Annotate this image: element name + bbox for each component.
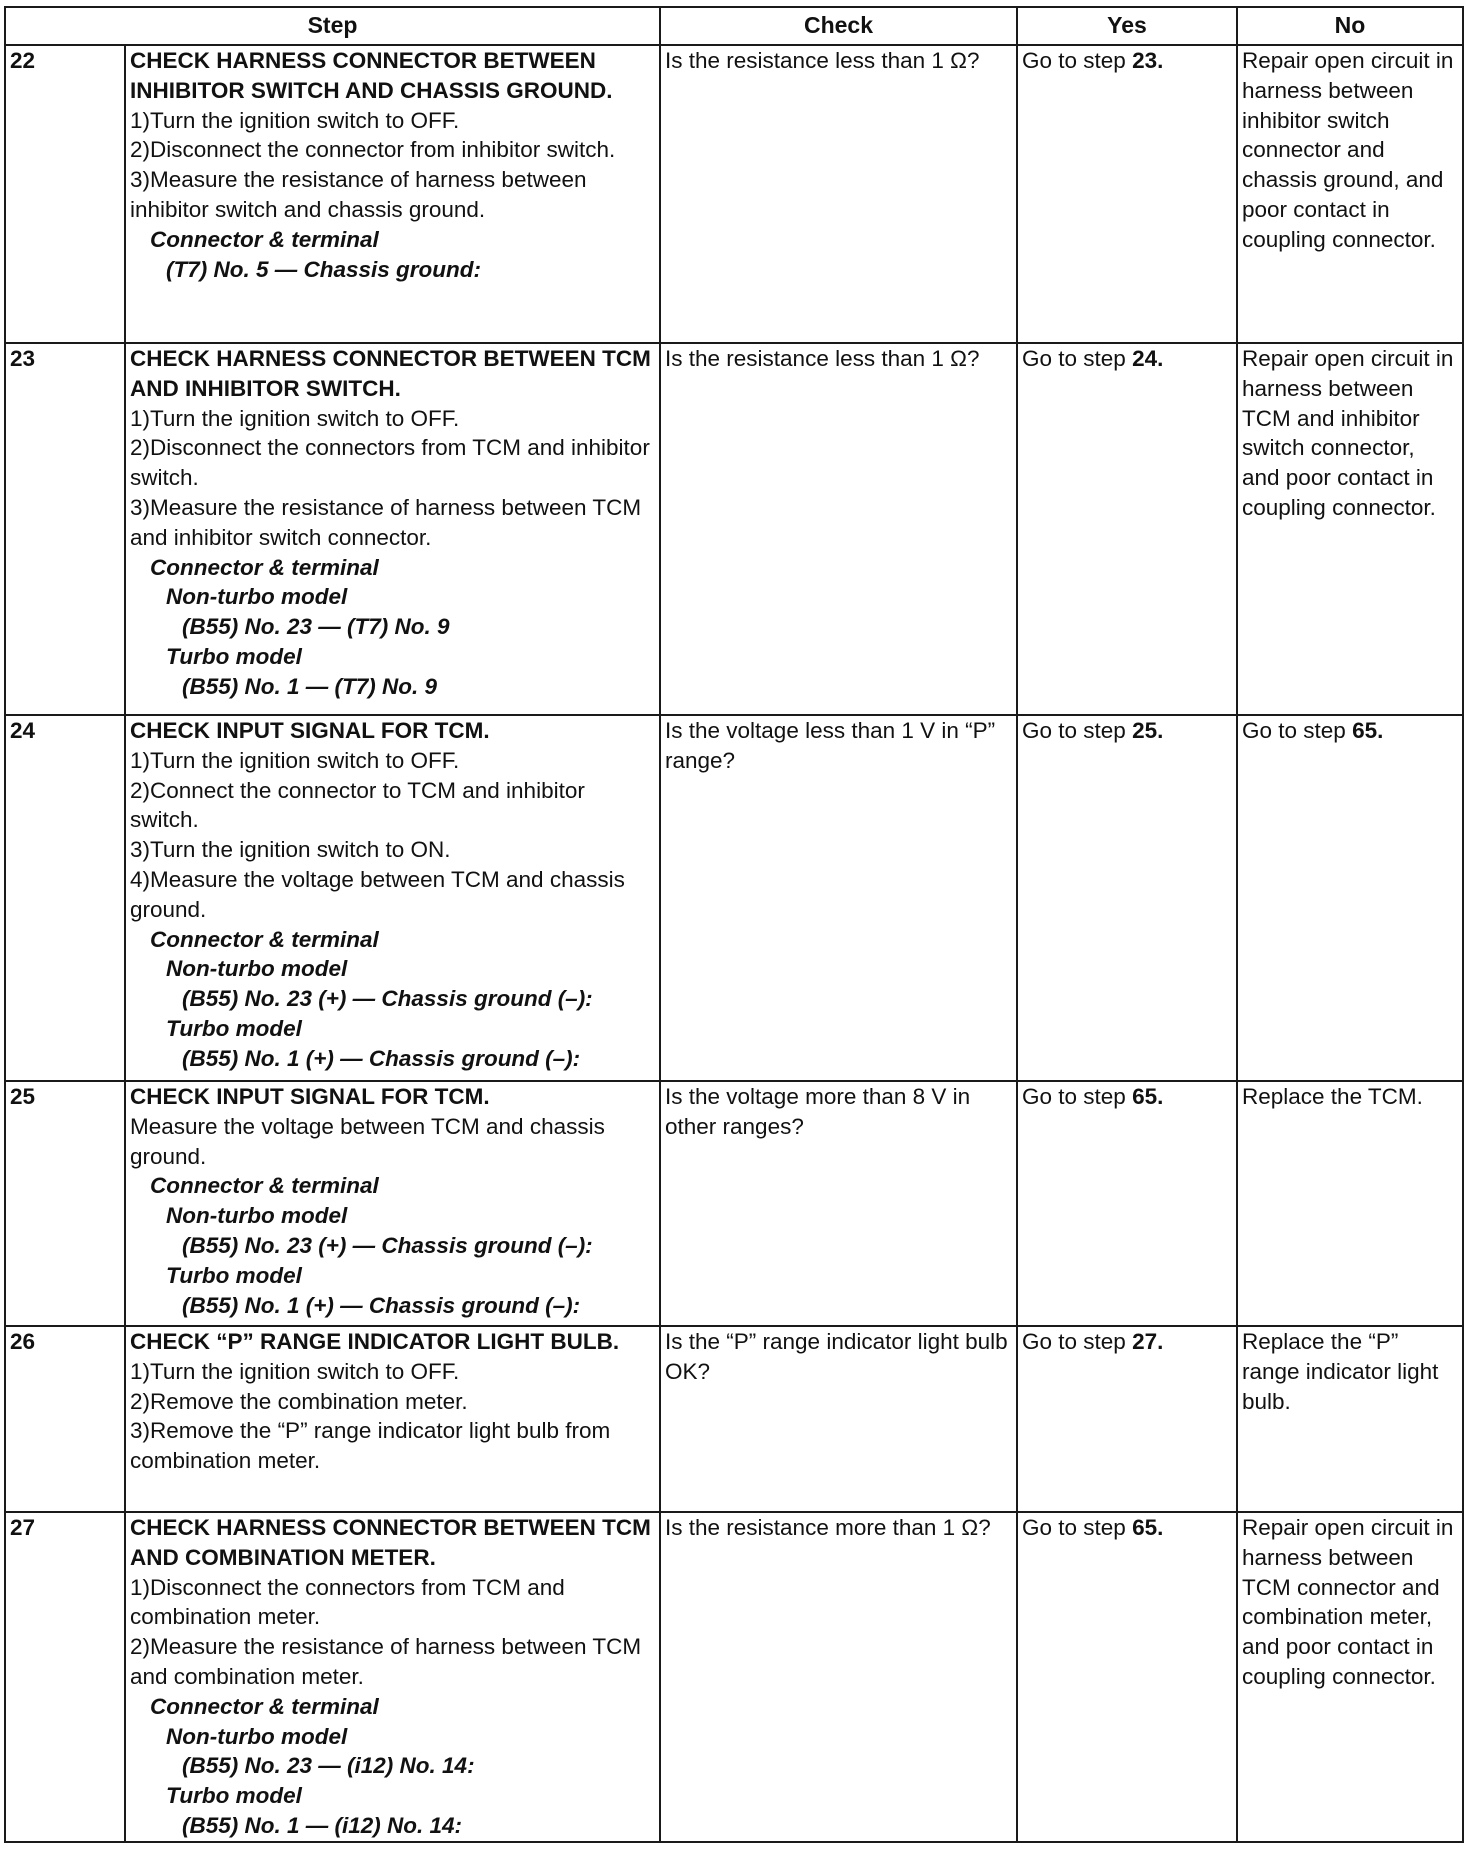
connector-terminal-label: Connector & terminal [150,554,379,580]
no-action: Replace the “P” range indicator light bulb. [1237,1326,1463,1512]
yes-prefix: Go to step [1022,718,1133,743]
step-number: 24 [5,715,125,1081]
yes-action [1017,1512,1237,1842]
step-line: 2)Measure the resistance of harness between TCM and combination meter. [130,1634,642,1689]
yes-prefix: Go to step [1022,48,1133,73]
header-step: Step [5,7,660,45]
connector-spec: (T7) No. 5 — Chassis ground: [166,256,482,282]
yes-prefix: Go to step [1022,1329,1133,1354]
step-title: CHECK “P” RANGE INDICATOR LIGHT BULB. [130,1329,620,1354]
step-description [125,715,660,1081]
yes-step: 65. [1132,1515,1164,1540]
header-no: No [1237,7,1463,45]
step-line: 2)Remove the combination meter. [130,1388,468,1414]
step-title: CHECK INPUT SIGNAL FOR TCM. [130,718,490,743]
no-action: Repair open circuit in harness between inhibitor switch connector and chassis ground, and poor contact in coupling connector. [1237,45,1463,343]
check-question: Is the “P” range indicator light bulb OK? [660,1326,1017,1512]
step-line: 3)Remove the “P” range indicator light bulb from combination meter. [130,1418,611,1474]
model-label: Turbo model [166,1783,302,1809]
step-line: 1)Turn the ignition switch to OFF. [130,405,460,431]
yes-action [1017,45,1237,343]
check-question: Is the resistance more than 1 Ω? [660,1512,1017,1842]
table-row [5,1512,1463,1842]
table-row [5,45,1463,343]
step-description [125,1326,660,1512]
check-question: Is the voltage more than 8 V in other ranges? [660,1081,1017,1326]
step-line: 1)Turn the ignition switch to OFF. [130,747,460,773]
table-row [5,343,1463,715]
check-question: Is the resistance less than 1 Ω? [660,343,1017,715]
step-number: 22 [5,45,125,343]
step-line: Measure the voltage between TCM and chassis ground. [130,1113,605,1169]
header-row [5,7,1463,45]
step-title: CHECK HARNESS CONNECTOR BETWEEN TCM AND INHIBITOR SWITCH. [130,346,651,401]
step-number: 27 [5,1512,125,1842]
connector-spec: (B55) No. 1 — (i12) No. 14: [182,1812,463,1838]
no-action: Repair open circuit in harness between TCM connector and combination meter, and poor contact in coupling connector. [1237,1512,1463,1842]
step-line: 3)Measure the resistance of harness between inhibitor switch and chassis ground. [130,167,587,222]
step-number: 26 [5,1326,125,1512]
model-label: Non-turbo model [166,584,348,610]
step-description [125,343,660,715]
step-line: 2)Disconnect the connectors from TCM and inhibitor switch. [130,435,650,491]
yes-action [1017,1081,1237,1326]
no-action [1237,715,1463,1081]
connector-terminal-label: Connector & terminal [150,226,379,252]
step-number: 23 [5,343,125,715]
check-question: Is the resistance less than 1 Ω? [660,45,1017,343]
yes-prefix: Go to step [1022,346,1133,371]
step-title: CHECK HARNESS CONNECTOR BETWEEN INHIBITOR SWITCH AND CHASSIS GROUND. [130,48,613,103]
connector-spec: (B55) No. 23 — (i12) No. 14: [182,1753,475,1779]
step-title: CHECK INPUT SIGNAL FOR TCM. [130,1084,490,1109]
step-line: 4)Measure the voltage between TCM and chassis ground. [130,866,625,922]
connector-terminal-label: Connector & terminal [150,1173,379,1199]
yes-step: 25. [1132,718,1164,743]
yes-step: 23. [1132,48,1164,73]
step-line: 3)Turn the ignition switch to ON. [130,837,451,863]
table-row [5,1326,1463,1512]
step-title: CHECK HARNESS CONNECTOR BETWEEN TCM AND COMBINATION METER. [130,1515,651,1570]
no-prefix: Go to step [1242,718,1353,743]
model-label: Turbo model [166,1015,302,1041]
step-number: 25 [5,1081,125,1326]
yes-action [1017,343,1237,715]
header-check: Check [660,7,1017,45]
model-label: Non-turbo model [166,956,348,982]
model-label: Non-turbo model [166,1723,348,1749]
check-question: Is the voltage less than 1 V in “P” range? [660,715,1017,1081]
model-label: Turbo model [166,1262,302,1288]
yes-step: 24. [1132,346,1164,371]
yes-action [1017,715,1237,1081]
connector-spec: (B55) No. 1 (+) — Chassis ground (–): [182,1045,581,1071]
step-description [125,1512,660,1842]
step-line: 2)Disconnect the connector from inhibitor switch. [130,137,616,163]
table-row [5,715,1463,1081]
step-line: 1)Disconnect the connectors from TCM and combination meter. [130,1574,565,1630]
step-description [125,45,660,343]
yes-step: 27. [1132,1329,1164,1354]
no-step: 65. [1352,718,1384,743]
connector-spec: (B55) No. 23 — (T7) No. 9 [182,614,450,640]
yes-prefix: Go to step [1022,1084,1133,1109]
step-description [125,1081,660,1326]
step-line: 1)Turn the ignition switch to OFF. [130,1358,460,1384]
no-action: Replace the TCM. [1237,1081,1463,1326]
step-line: 1)Turn the ignition switch to OFF. [130,107,460,133]
step-line: 2)Connect the connector to TCM and inhibitor switch. [130,777,585,833]
yes-action [1017,1326,1237,1512]
diagnostic-table [4,6,1464,1843]
no-action: Repair open circuit in harness between TCM and inhibitor switch connector, and poor contact in coupling connector. [1237,343,1463,715]
connector-spec: (B55) No. 1 (+) — Chassis ground (–): [182,1292,581,1318]
header-yes: Yes [1017,7,1237,45]
connector-terminal-label: Connector & terminal [150,926,379,952]
connector-spec: (B55) No. 23 (+) — Chassis ground (–): [182,986,593,1012]
connector-spec: (B55) No. 1 — (T7) No. 9 [182,673,438,699]
step-line: 3)Measure the resistance of harness between TCM and inhibitor switch connector. [130,494,642,550]
yes-prefix: Go to step [1022,1515,1133,1540]
connector-spec: (B55) No. 23 (+) — Chassis ground (–): [182,1232,593,1258]
table-row [5,1081,1463,1326]
model-label: Turbo model [166,643,302,669]
model-label: Non-turbo model [166,1203,348,1229]
yes-step: 65. [1132,1084,1164,1109]
connector-terminal-label: Connector & terminal [150,1693,379,1719]
